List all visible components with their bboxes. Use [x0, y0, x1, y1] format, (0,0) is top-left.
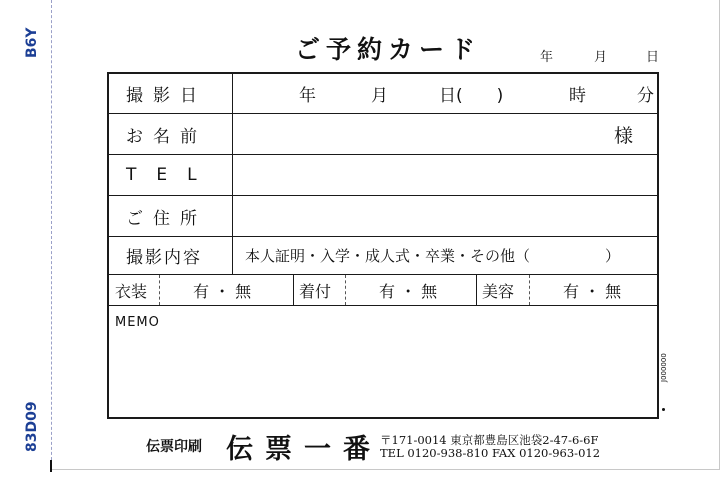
date-month-label: 月 [594, 50, 608, 65]
tel-label: TEL [109, 155, 233, 195]
address-row[interactable] [109, 196, 657, 237]
shoot-month-label: 月 [371, 86, 388, 106]
dressing-value: 有 ・ 無 [379, 281, 438, 301]
name-row[interactable] [109, 114, 657, 155]
shoot-date-row[interactable] [109, 74, 657, 114]
option-divider [476, 275, 477, 305]
honorific-label: 様 [614, 124, 634, 147]
side-code-bottom: 83D09 [24, 401, 40, 452]
costume-label: 衣装 [115, 281, 148, 301]
footer-address: 〒171-0014 東京都豊島区池袋2-47-6-6F [380, 433, 599, 447]
shoot-date-label: 撮影日 [109, 74, 233, 113]
option-divider [293, 275, 294, 305]
date-year-label: 年 [540, 50, 554, 65]
shoot-year-label: 年 [299, 86, 316, 106]
shoot-minute-label: 分 [637, 86, 654, 106]
beauty-label: 美容 [482, 281, 515, 301]
options-row[interactable] [109, 275, 657, 306]
option-divider [345, 275, 346, 305]
shoot-content-label: 撮影内容 [109, 237, 233, 274]
beauty-value: 有 ・ 無 [563, 281, 622, 301]
memo-label: MEMO [115, 315, 160, 330]
shoot-content-row[interactable] [109, 237, 657, 275]
name-label: お名前 [109, 114, 233, 154]
dressing-label: 着付 [299, 281, 332, 301]
reservation-form [107, 72, 659, 419]
option-divider [159, 275, 160, 305]
footer-logo: 伝票一番 [226, 434, 382, 465]
address-label: ご住所 [109, 196, 233, 236]
shoot-day-label: 日( ) [439, 86, 504, 106]
costume-value: 有 ・ 無 [193, 281, 252, 301]
side-margin [0, 0, 52, 491]
shoot-content-options: 本人証明・入学・成人式・卒業・その他（ ） [245, 247, 621, 265]
option-divider [529, 275, 530, 305]
serial-number: J000000 [660, 353, 668, 382]
footer-tel-fax: TEL 0120-938-810 FAX 0120-963-012 [380, 446, 601, 460]
shoot-hour-label: 時 [569, 86, 586, 106]
side-code-top: B6Y [24, 27, 40, 58]
card-title: ご予約カード [295, 35, 482, 64]
tel-row[interactable] [109, 155, 657, 196]
footer-brand: 伝票印刷 [146, 439, 202, 455]
serial-dot [662, 408, 665, 411]
date-day-label: 日 [646, 50, 660, 65]
